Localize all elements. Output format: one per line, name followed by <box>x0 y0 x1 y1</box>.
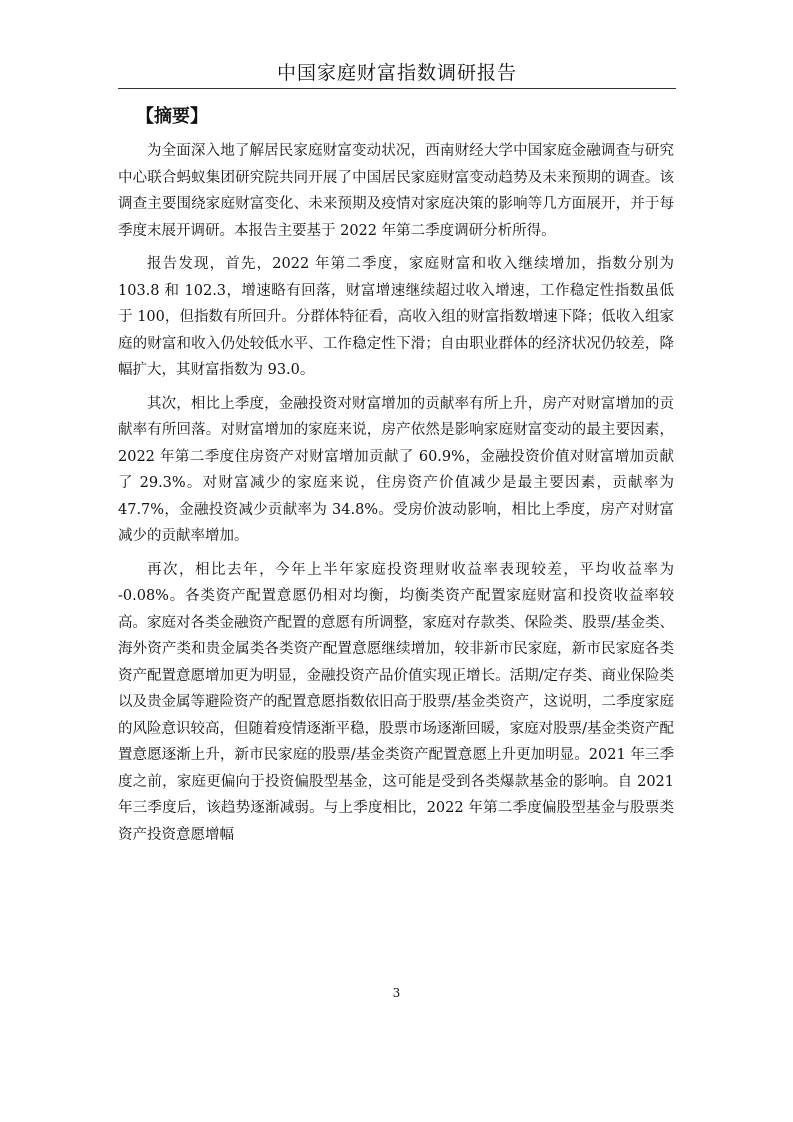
header-title: 中国家庭财富指数调研报告 <box>276 62 517 84</box>
document-body <box>118 103 674 848</box>
abstract-paragraph-1: 为全面深入地了解居民家庭财富变动状况，西南财经大学中国家庭金融调查与研究中心联合蚂蚁集团研究院共同开展了中国居民家庭财富变动趋势及未来预期的调查。该调查主要围绕家庭财富变化、未来预期及疫情对家庭决策的影响等几方面展开，并于每季度末展开调研。本报告主要基于 2022 年第二季度调研分析所得。 <box>118 143 674 239</box>
abstract-paragraph-3: 其次，相比上季度，金融投资对财富增加的贡献率有所上升，房产对财富增加的贡献率有所回落。对财富增加的家庭来说，房产依然是影响家庭财富变动的最主要因素，2022 年第二季度住房资产对财富增加贡献了 60.9%，金融投资价值对财富增加贡献了 29.3%。对财富减少的家庭来说，住房资产价值减少是最主要因素，贡献率为 47.7%，金融投资减少贡献率为 34.8%。受房价波动影响，相比上季度，房产对财富减少的贡献率增加。 <box>118 395 674 544</box>
abstract-paragraph-2: 报告发现，首先，2022 年第二季度，家庭财富和收入继续增加，指数分别为 103.8 和 102.3，增速略有回落，财富增速继续超过收入增速，工作稳定性指数虽低于 100，但指数有所回升。分群体特征看，高收入组的财富指数增速下降；低收入组家庭的财富和收入仍处较低水平、工作稳定性下滑；自由职业群体的经济状况仍较差，降幅扩大，其财富指数为 93.0。 <box>118 256 674 378</box>
page-header <box>118 56 676 89</box>
abstract-heading: 【摘要】 <box>136 106 208 127</box>
page-number: 3 <box>392 986 401 1000</box>
abstract-paragraph-4: 再次，相比去年，今年上半年家庭投资理财收益率表现较差，平均收益率为 -0.08%。各类资产配置意愿仍相对均衡，均衡类资产配置家庭财富和投资收益率较高。家庭对各类金融资产配置的意愿有所调整，家庭对存款类、保险类、股票/基金类、海外资产类和贵金属类各类资产配置意愿继续增加，较非新市民家庭，新市民家庭各类资产配置意愿增加更为明显，金融投资产品价值实现正增长。活期/定存类、商业保险类以及贵金属等避险资产的配置意愿指数依旧高于股票/基金类资产，这说明，二季度家庭的风险意识较高，但随着疫情逐渐平稳，股票市场逐渐回暖，家庭对股票/基金类资产配置意愿逐渐上升，新市民家庭的股票/基金类资产配置意愿上升更加明显。2021 年三季度之前，家庭更偏向于投资偏股型基金，这可能是受到各类爆款基金的影响。自 2021 年三季度后，该趋势逐渐减弱。与上季度相比，2022 年第二季度偏股型基金与股票类资产投资意愿增幅 <box>118 561 674 843</box>
